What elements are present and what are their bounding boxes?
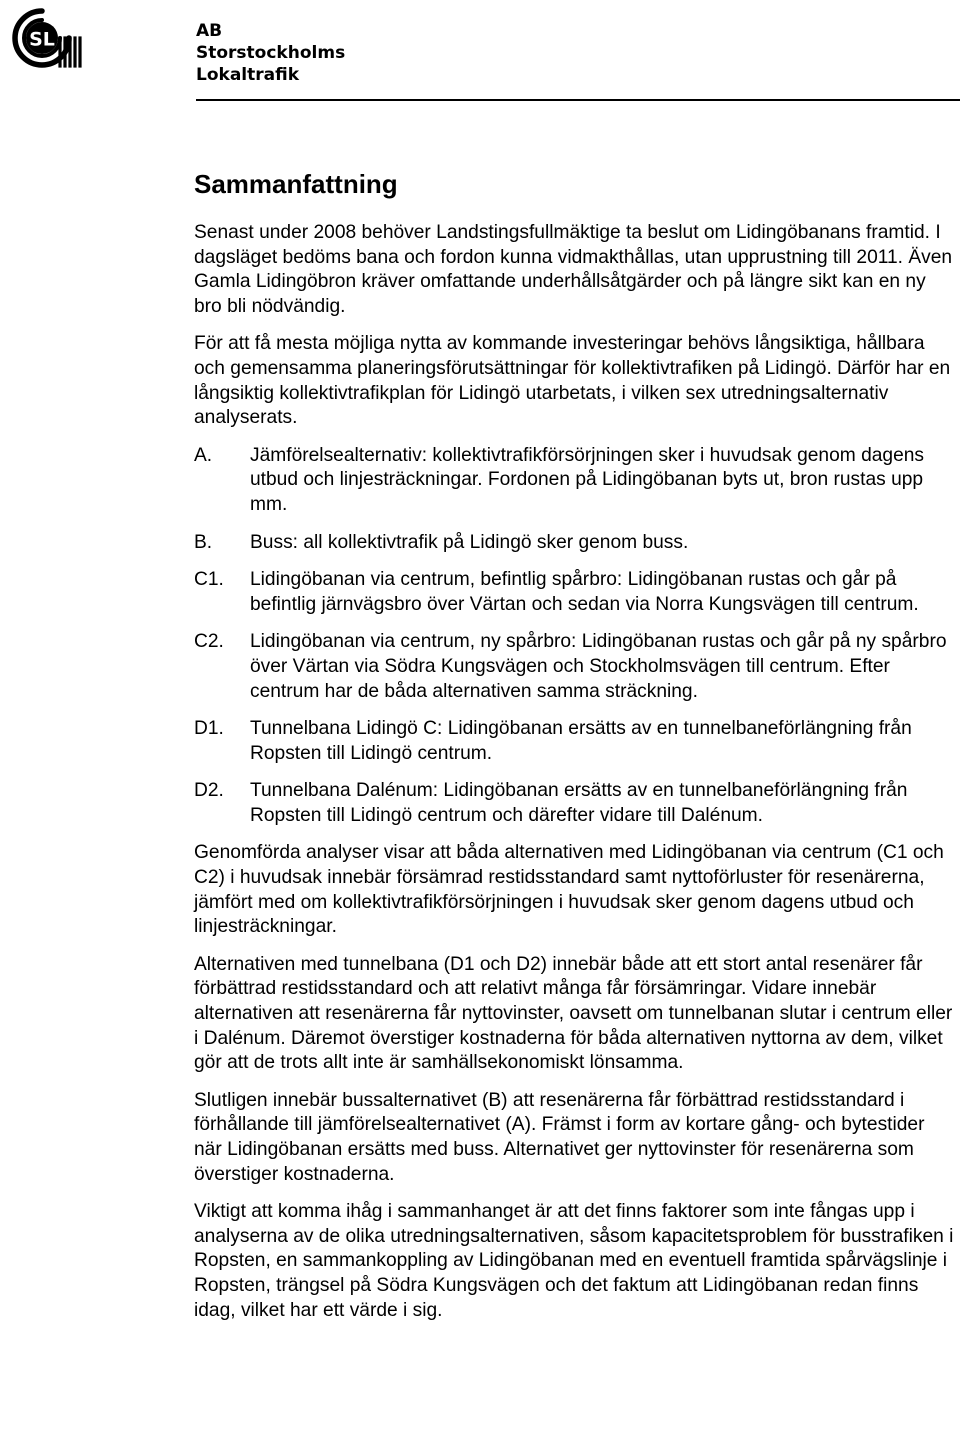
- alternative-code: D2.: [194, 780, 224, 802]
- alternative-text: Buss: all kollektivtrafik på Lidingö sker genom buss.: [250, 531, 689, 553]
- document-header: [0, 0, 960, 102]
- alternative-code: C2.: [194, 631, 224, 653]
- alternative-code: D1.: [194, 718, 224, 740]
- company-line-ab: AB: [196, 21, 223, 41]
- alternative-text: Tunnelbana Dalénum: Lidingöbanan ersätts av en tunnelbaneförlängning från Ropsten till Lidingö centrum och därefter vidare till Dalénum.: [250, 780, 908, 826]
- sl-logo-text: SL: [29, 28, 55, 51]
- alternative-c2: [194, 630, 954, 704]
- conclusion-paragraph-3: Slutligen innebär bussalternativet (B) att resenärerna får förbättrad restidsstandard i förhållande till jämförelsealternativet (A). Främst i form av kortare gång- och bytestider när Lidingöbanan ersätts med buss. Alternativet ger nyttovinster för resenärerna som överstiger kostnaderna.: [194, 1089, 925, 1185]
- document-body: [194, 166, 954, 1336]
- conclusion-paragraph-2: Alternativen med tunnelbana (D1 och D2) innebär både att ett stort antal resenärer får förbättrad restidsstandard och att relativt många får försämringar. Vidare innebär alternativen att resenärerna får nyttovinster, oavsett om tunnelbanan slutar i centrum eller i Dalénum. Däremot överstiger kostnaderna för båda alternativen nyttorna av dem, vilket gör att de trots allt inte är samhällsekonomiskt lönsamma.: [194, 953, 953, 1074]
- alternative-text: Jämförelsealternativ: kollektivtrafikförsörjningen sker i huvudsak genom dagens utbud och linjesträckningar. Fordonen på Lidingöbanan byts ut, bron rustas upp mm.: [250, 444, 925, 515]
- conclusion-paragraph-1: Genomförda analyser visar att båda alternativen med Lidingöbanan via centrum (C1 och C2) i huvudsak innebär försämrad restidsstandard samt nyttoförluster för resenärerna, jämfört med om kollektivtrafikförsörjningen i huvudsak sker genom dagens utbud och linjesträckningar.: [194, 842, 944, 938]
- alternative-code: A.: [194, 444, 213, 466]
- alternative-text: Tunnelbana Lidingö C: Lidingöbanan ersätts av en tunnelbaneförlängning från Ropsten till Lidingö centrum.: [250, 718, 912, 764]
- company-line-lokaltrafik: Lokaltrafik: [196, 65, 300, 85]
- alternative-code: C1.: [194, 569, 224, 591]
- alternative-d2: [194, 779, 954, 828]
- alternative-c1: [194, 568, 954, 617]
- intro-paragraph-1: Senast under 2008 behöver Landstingsfullmäktige ta beslut om Lidingöbanans framtid. I dagsläget bedöms bana och fordon kunna vidmakthållas, utan upprustning till 2011. Även Gamla Lidingöbron kräver omfattande underhållsåtgärder och på längre sikt kan en ny bro bli nödvändig.: [194, 222, 953, 317]
- page-title: Sammanfattning: [194, 169, 398, 199]
- sl-logo: [2, 6, 84, 70]
- alternative-d1: [194, 717, 954, 766]
- company-name: [196, 20, 345, 86]
- header-rule: [196, 99, 960, 101]
- intro-paragraph-2: För att få mesta möjliga nytta av kommande investeringar behövs långsiktiga, hållbara och gemensamma planeringsförutsättningar för kollektivtrafiken på Lidingö. Därför har en långsiktig kollektivtrafikplan för Lidingö utarbetats, i vilken sex utredningsalternativ analyserats.: [194, 333, 951, 429]
- conclusion-paragraph-4: Viktigt att komma ihåg i sammanhanget är att det finns faktorer som inte fångas upp i analyserna av de olika utredningsalternativen, såsom kapacitetsproblem för busstrafiken i Ropsten, en sammankoppling av Lidingöbanan med en eventuell framtida spårvägslinje i Ropsten, trängsel på Södra Kungsvägen och det faktum att Lidingöbanan redan finns idag, vilket har ett värde i sig.: [194, 1201, 954, 1321]
- alternative-text: Lidingöbanan via centrum, ny spårbro: Lidingöbanan rustas och går på ny spårbro över Värtan via Södra Kungsvägen och Stockholmsvägen till centrum. Efter centrum har de båda alternativen samma sträckning.: [250, 631, 947, 702]
- alternative-b: [194, 531, 954, 556]
- alternative-code: B.: [194, 531, 213, 553]
- company-line-storstockholms: Storstockholms: [196, 43, 346, 63]
- alternative-a: [194, 444, 954, 518]
- alternative-text: Lidingöbanan via centrum, befintlig spårbro: Lidingöbanan rustas och går på befintlig järnvägsbro över Värtan och sedan via Norra Kungsvägen till centrum.: [250, 569, 919, 615]
